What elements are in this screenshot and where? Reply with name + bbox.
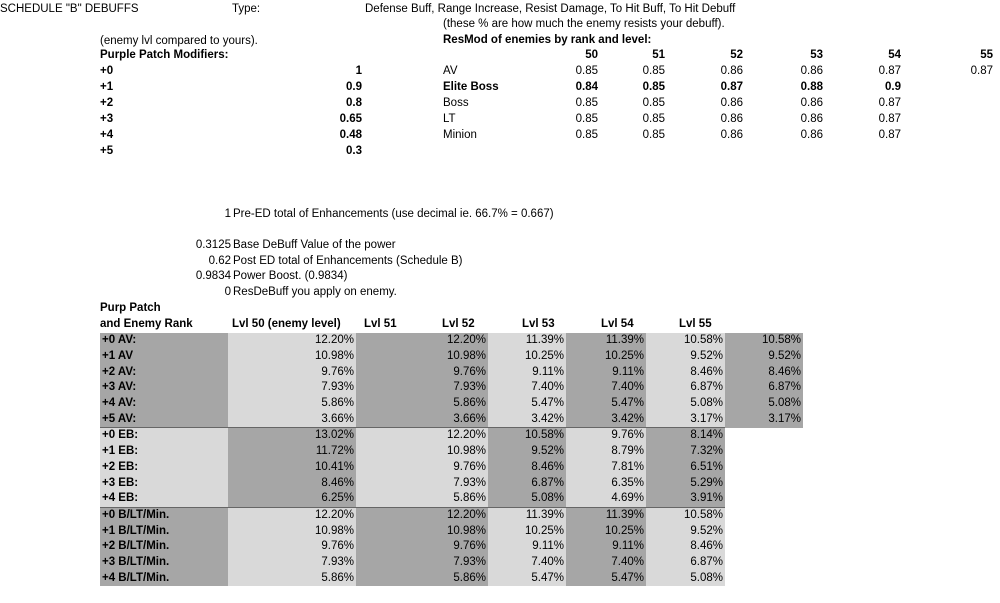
grid-column-header: Lvl 52 [442,318,475,330]
grid-cell: 7.40% [488,555,566,571]
purple-patch-level: +3 [100,113,114,125]
grid-cell [725,570,803,586]
grid-cell: 3.17% [646,411,725,427]
resmod-rank: Minion [443,129,477,141]
grid-cell: 10.98% [356,444,488,460]
post-ed-value[interactable]: 0.62 [208,255,231,267]
grid-cell: 8.46% [228,475,356,491]
resmod-value: 0.85 [642,65,665,77]
purple-patch-level: +2 [100,97,114,109]
resmod-row [443,81,1000,97]
grid-cell: 5.86% [228,570,356,586]
grid-cell: 5.08% [725,396,803,412]
grid-row-label: +4 AV: [100,396,228,412]
purple-patch-value: 1 [355,65,362,77]
grid-row [100,444,803,460]
grid-cell: 11.39% [566,333,646,349]
purple-patch-value: 0.65 [339,113,362,125]
resmod-value: 0.85 [575,129,598,141]
grid-cell: 10.98% [228,349,356,365]
grid-cell: 5.08% [646,396,725,412]
grid-cell: 5.86% [356,491,488,507]
resist-note: (these % are how much the enemy resists your debuff). [443,18,725,30]
grid-cell: 7.93% [356,380,488,396]
purple-patch-row [100,81,365,97]
resmod-value: 0.85 [642,113,665,125]
grid-cell: 10.98% [228,523,356,539]
grid-cell: 12.20% [356,507,488,523]
sheet-title: SCHEDULE "B" DEBUFFS [0,3,139,15]
grid-cell: 9.76% [356,460,488,476]
grid-cell: 6.25% [228,491,356,507]
grid-cell [725,428,803,444]
grid-column-header: Lvl 51 [364,318,397,330]
grid-cell: 10.58% [725,333,803,349]
debuff-results-grid [100,333,803,586]
grid-row-label: +3 AV: [100,380,228,396]
grid-row-label: +1 AV [100,349,228,365]
resmod-value: 0.86 [720,65,743,77]
grid-cell [725,475,803,491]
resmod-value: 0.87 [878,97,901,109]
grid-cell [725,444,803,460]
grid-cell: 9.76% [228,364,356,380]
grid-cell: 5.47% [566,570,646,586]
resmod-level-54: 54 [888,49,901,61]
grid-row [100,570,803,586]
grid-row-label: +3 EB: [100,475,228,491]
grid-cell: 6.87% [646,380,725,396]
grid-cell: 9.11% [566,539,646,555]
purple-patch-title: Purple Patch Modifiers: [100,49,229,61]
grid-row [100,539,803,555]
grid-cell: 6.35% [566,475,646,491]
grid-cell: 3.66% [356,411,488,427]
resmod-row [443,129,1000,145]
resmod-value: 0.87 [878,129,901,141]
grid-header-line2: and Enemy Rank [100,318,193,330]
grid-cell: 7.40% [488,380,566,396]
grid-cell: 7.81% [566,460,646,476]
grid-cell: 9.76% [228,539,356,555]
grid-row [100,475,803,491]
base-debuff-value[interactable]: 0.3125 [195,239,231,251]
resmod-level-55: 55 [980,49,993,61]
grid-cell [725,507,803,523]
resmod-rank: LT [443,113,456,125]
type-value: Defense Buff, Range Increase, Resist Damage, To Hit Buff, To Hit Debuff [365,3,736,15]
grid-cell [725,523,803,539]
grid-row [100,396,803,412]
purple-patch-level: +1 [100,81,114,93]
grid-cell: 9.52% [488,444,566,460]
grid-cell: 10.58% [646,333,725,349]
grid-header-line1: Purp Patch [100,302,161,314]
grid-row-label: +0 AV: [100,333,228,349]
grid-cell: 10.25% [488,523,566,539]
resmod-rank: Boss [443,97,469,109]
grid-cell [725,460,803,476]
grid-cell: 12.20% [356,333,488,349]
grid-cell: 11.39% [488,333,566,349]
grid-row [100,349,803,365]
grid-row [100,364,803,380]
grid-row-label: +2 AV: [100,364,228,380]
grid-cell: 5.86% [228,396,356,412]
grid-cell: 7.40% [566,380,646,396]
grid-cell: 3.91% [646,491,725,507]
grid-cell [725,539,803,555]
grid-cell: 5.47% [488,396,566,412]
grid-cell: 10.25% [488,349,566,365]
grid-cell: 6.51% [646,460,725,476]
purple-patch-value: 0.8 [346,97,362,109]
grid-column-header: Lvl 55 [679,318,712,330]
resmod-value: 0.85 [642,97,665,109]
grid-cell: 7.32% [646,444,725,460]
resmod-value: 0.86 [800,113,823,125]
grid-cell: 8.14% [646,428,725,444]
purple-patch-level: +5 [100,145,114,157]
purple-patch-value: 0.3 [346,145,362,157]
grid-row-label: +0 B/LT/Min. [100,507,228,523]
resmod-level-53: 53 [810,49,823,61]
power-boost-value[interactable]: 0.9834 [195,270,231,282]
grid-cell: 9.11% [566,364,646,380]
grid-cell: 10.58% [488,428,566,444]
grid-row-label: +5 AV: [100,411,228,427]
grid-row-label: +2 EB: [100,460,228,476]
resmod-row [443,65,1000,81]
grid-cell: 8.79% [566,444,646,460]
grid-cell: 8.46% [646,364,725,380]
grid-cell: 12.20% [228,507,356,523]
resmod-title: ResMod of enemies by rank and level: [443,34,652,46]
grid-cell: 9.11% [488,364,566,380]
resmod-value: 0.86 [720,113,743,125]
grid-cell: 8.46% [646,539,725,555]
grid-cell: 5.47% [566,396,646,412]
grid-row-label: +4 EB: [100,491,228,507]
purple-patch-value: 0.9 [346,81,362,93]
resmod-value: 0.88 [800,81,823,93]
grid-cell [725,555,803,571]
resmod-value: 0.87 [720,81,743,93]
grid-cell: 5.08% [488,491,566,507]
resmod-value: 0.86 [800,129,823,141]
grid-cell: 9.76% [356,364,488,380]
purple-patch-level: +0 [100,65,114,77]
grid-cell: 6.87% [725,380,803,396]
grid-column-header: Lvl 53 [522,318,555,330]
resmod-value: 0.86 [720,97,743,109]
resmod-value: 0.87 [878,113,901,125]
purple-patch-row [100,97,365,113]
grid-row [100,428,803,444]
grid-cell: 7.93% [228,380,356,396]
post-ed-label: Post ED total of Enhancements (Schedule B) [233,255,463,267]
resmod-value: 0.85 [575,65,598,77]
grid-cell: 10.98% [356,349,488,365]
grid-cell: 13.02% [228,428,356,444]
grid-cell: 9.52% [646,349,725,365]
grid-row-label: +3 B/LT/Min. [100,555,228,571]
base-debuff-label: Base DeBuff Value of the power [233,239,396,251]
grid-cell: 5.08% [646,570,725,586]
purple-patch-title-row [100,49,365,65]
grid-cell: 9.11% [488,539,566,555]
resmod-level-52: 52 [730,49,743,61]
grid-column-header: Lvl 54 [601,318,634,330]
grid-row-label: +1 EB: [100,444,228,460]
resmod-value: 0.85 [642,81,665,93]
grid-cell: 3.42% [488,411,566,427]
resmod-level-51: 51 [652,49,665,61]
grid-cell: 7.93% [228,555,356,571]
grid-cell: 11.39% [566,507,646,523]
grid-cell: 10.25% [566,349,646,365]
resmod-value: 0.9 [885,81,901,93]
grid-cell: 5.86% [356,396,488,412]
grid-cell: 8.46% [488,460,566,476]
grid-cell: 12.20% [356,428,488,444]
grid-cell: 10.58% [646,507,725,523]
resmod-value: 0.86 [800,65,823,77]
grid-row-label: +2 B/LT/Min. [100,539,228,555]
purple-patch-row [100,65,365,81]
grid-cell: 5.86% [356,570,488,586]
grid-row [100,411,803,427]
grid-cell: 12.20% [228,333,356,349]
resmod-value: 0.84 [575,81,598,93]
grid-row [100,380,803,396]
resmod-value: 0.85 [642,129,665,141]
grid-cell [725,491,803,507]
power-boost-label: Power Boost. (0.9834) [233,270,348,282]
resmod-header-row [443,49,1000,65]
grid-cell: 4.69% [566,491,646,507]
grid-row-label: +1 B/LT/Min. [100,523,228,539]
purple-patch-row [100,129,365,145]
grid-cell: 10.98% [356,523,488,539]
grid-cell: 9.76% [566,428,646,444]
grid-cell: 7.40% [566,555,646,571]
grid-row-label: +4 B/LT/Min. [100,570,228,586]
grid-cell: 5.29% [646,475,725,491]
purple-patch-table [100,49,365,161]
resmod-value: 0.87 [970,65,993,77]
resmod-row [443,97,1000,113]
grid-cell: 5.47% [488,570,566,586]
grid-cell: 9.52% [725,349,803,365]
grid-cell: 10.41% [228,460,356,476]
grid-row [100,523,803,539]
purple-patch-row [100,113,365,129]
resmod-level-50: 50 [585,49,598,61]
grid-cell: 11.72% [228,444,356,460]
type-label: Type: [232,3,261,15]
grid-cell: 3.17% [725,411,803,427]
resmod-value: 0.86 [720,129,743,141]
enemy-level-note: (enemy lvl compared to yours). [100,35,258,47]
pre-ed-label: Pre-ED total of Enhancements (use decimal ie. 66.7% = 0.667) [233,208,554,220]
grid-row [100,333,803,349]
grid-row [100,460,803,476]
resmod-row [443,113,1000,129]
grid-cell: 9.76% [356,539,488,555]
grid-cell: 3.42% [566,411,646,427]
grid-column-header: Lvl 50 (enemy level) [232,318,341,330]
grid-cell: 8.46% [725,364,803,380]
purple-patch-level: +4 [100,129,114,141]
pre-ed-value[interactable]: 1 [224,208,231,220]
grid-cell: 6.87% [488,475,566,491]
grid-cell: 7.93% [356,475,488,491]
grid-cell: 3.66% [228,411,356,427]
resmod-value: 0.86 [800,97,823,109]
purple-patch-value: 0.48 [339,129,362,141]
resmod-value: 0.87 [878,65,901,77]
grid-cell: 6.87% [646,555,725,571]
resmod-rank: Elite Boss [443,81,499,93]
grid-row [100,555,803,571]
resmod-value: 0.85 [575,113,598,125]
grid-cell: 10.25% [566,523,646,539]
grid-cell: 11.39% [488,507,566,523]
resmod-rank: AV [443,65,458,77]
grid-cell: 7.93% [356,555,488,571]
grid-cell: 9.52% [646,523,725,539]
grid-row-label: +0 EB: [100,428,228,444]
resmod-table [443,49,1000,145]
purple-patch-row [100,145,365,161]
grid-row [100,491,803,507]
resdebuff-value[interactable]: 0 [224,286,231,298]
resmod-value: 0.85 [575,97,598,109]
resdebuff-label: ResDeBuff you apply on enemy. [233,286,397,298]
grid-row [100,507,803,523]
